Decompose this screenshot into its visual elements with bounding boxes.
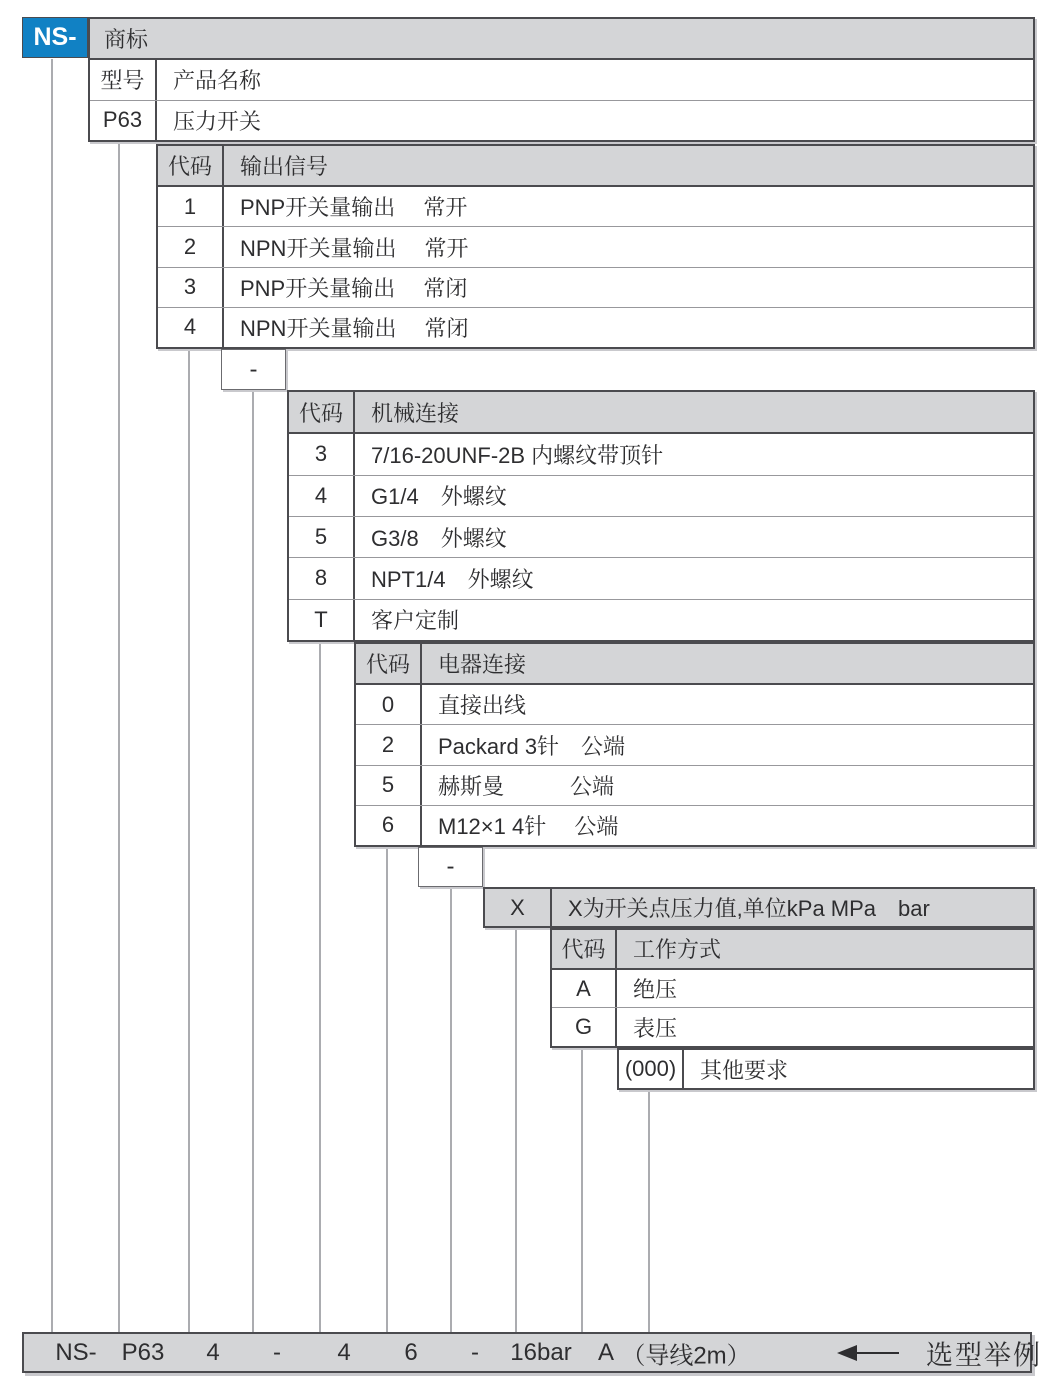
mechanical-column-header: 机械连接 (371, 400, 460, 426)
table-header-row (158, 146, 1033, 187)
example-item-pressure: 16bar (510, 1338, 572, 1366)
connector-line-pressure (515, 928, 517, 1332)
product-column-header: 产品名称 (173, 68, 262, 94)
left-arrow-icon (837, 1345, 899, 1361)
separator-dash: - (446, 853, 455, 880)
example-item-mechanical: 4 (337, 1338, 351, 1366)
code-column-header: 代码 (289, 392, 355, 432)
code-column-header: 代码 (356, 644, 422, 683)
working-mode-table (550, 928, 1035, 1048)
table-row (158, 267, 1033, 307)
code-cell: 4 (158, 308, 224, 347)
arrow-tail (857, 1352, 899, 1354)
separator-cell-1 (221, 349, 286, 390)
desc-cell: 绝压 (633, 977, 678, 1002)
table-row (90, 100, 1033, 140)
table-row (356, 765, 1033, 805)
example-item-mode: A (597, 1338, 615, 1366)
code-cell: 3 (289, 434, 355, 474)
brand-prefix-box (22, 17, 88, 58)
code-cell: 2 (356, 725, 422, 764)
model-table (88, 17, 1035, 142)
connector-line-separator1 (252, 390, 254, 1332)
connector-line-separator2 (450, 887, 452, 1332)
code-cell: 5 (289, 517, 355, 557)
code-column-header: 代码 (158, 146, 224, 185)
table-row (356, 685, 1033, 724)
connector-line-electrical (386, 847, 388, 1332)
desc-cell: 7/16-20UNF-2B 内螺纹带顶针 (371, 442, 664, 468)
code-cell: 1 (158, 187, 224, 226)
other-desc-cell: 其他要求 (700, 1057, 789, 1083)
table-row (289, 516, 1033, 557)
table-header-row (552, 930, 1033, 970)
desc-cell: M12×1 4针 公端 (438, 813, 619, 839)
code-cell: 3 (158, 268, 224, 307)
other-code-cell: (000) (619, 1050, 684, 1088)
table-row (158, 307, 1033, 347)
separator-cell-2 (418, 847, 483, 887)
desc-cell: G1/4 外螺纹 (371, 484, 507, 510)
output-signal-column-header: 输出信号 (240, 154, 329, 180)
table-row (356, 724, 1033, 764)
connector-line-workingmode (581, 1048, 583, 1332)
example-item-dash1: - (273, 1338, 281, 1366)
table-row (90, 60, 1033, 99)
example-item-model: P63 (121, 1338, 165, 1366)
connector-line-other (648, 1090, 650, 1332)
table-row (158, 226, 1033, 266)
pressure-value-row (483, 887, 1035, 928)
pressure-code-cell: X (485, 889, 552, 926)
desc-cell: PNP开关量输出 常开 (240, 195, 468, 221)
code-cell: 0 (356, 685, 422, 724)
brand-prefix-label: NS- (33, 23, 77, 51)
connector-line-model (118, 142, 120, 1332)
code-column-header: 代码 (552, 930, 617, 968)
example-item-cable: （导线2m） (621, 1342, 751, 1369)
example-item-electrical: 6 (404, 1338, 418, 1366)
code-cell: 8 (289, 558, 355, 598)
table-row (289, 475, 1033, 516)
trademark-header-row (90, 19, 1033, 60)
mechanical-connection-table (287, 390, 1035, 642)
table-row (289, 434, 1033, 474)
arrow-head (837, 1345, 857, 1361)
product-name: 压力开关 (173, 108, 262, 134)
desc-cell: NPT1/4 外螺纹 (371, 566, 534, 592)
trademark-label: 商标 (104, 27, 149, 53)
example-item-dash2: - (471, 1338, 479, 1366)
table-row (356, 805, 1033, 845)
table-header-row (356, 644, 1033, 685)
example-item-output: 4 (206, 1338, 220, 1366)
electrical-connection-table (354, 642, 1035, 847)
desc-cell: 客户定制 (371, 608, 460, 634)
working-mode-column-header: 工作方式 (633, 937, 722, 963)
desc-cell: G3/8 外螺纹 (371, 525, 507, 551)
connector-line-output (188, 349, 190, 1332)
desc-cell: 直接出线 (438, 693, 527, 719)
table-row (289, 557, 1033, 598)
code-cell: T (289, 600, 355, 640)
table-row (552, 1007, 1033, 1046)
electrical-column-header: 电器连接 (438, 652, 527, 678)
code-cell: 5 (356, 766, 422, 805)
desc-cell: NPN开关量输出 常闭 (240, 315, 469, 341)
other-requirements-row (617, 1048, 1035, 1090)
example-bar (22, 1332, 1042, 1373)
table-row (485, 889, 1033, 926)
code-cell: 6 (356, 806, 422, 845)
desc-cell: Packard 3针 公端 (438, 733, 626, 759)
code-cell: 2 (158, 227, 224, 266)
code-cell: G (552, 1008, 617, 1046)
code-cell: 4 (289, 476, 355, 516)
table-row (289, 599, 1033, 640)
desc-cell: 赫斯曼 公端 (438, 773, 615, 799)
desc-cell: NPN开关量输出 常开 (240, 235, 469, 261)
desc-cell: PNP开关量输出 常闭 (240, 275, 468, 301)
connector-line-brand (51, 59, 53, 1332)
table-row (552, 970, 1033, 1008)
example-item-brand: NS- (55, 1338, 97, 1366)
table-header-row (289, 392, 1033, 434)
pressure-desc-cell: X为开关点压力值,单位kPa MPa bar (568, 896, 930, 921)
model-column-header: 型号 (90, 60, 157, 99)
table-row (619, 1050, 1033, 1088)
table-row (158, 187, 1033, 226)
desc-cell: 表压 (633, 1015, 678, 1041)
example-caption: 选型举例 (926, 1340, 1042, 1370)
code-cell: A (552, 970, 617, 1008)
separator-dash: - (249, 355, 258, 383)
model-code: P63 (90, 101, 157, 140)
output-signal-table (156, 144, 1035, 349)
connector-line-mechanical (319, 642, 321, 1332)
